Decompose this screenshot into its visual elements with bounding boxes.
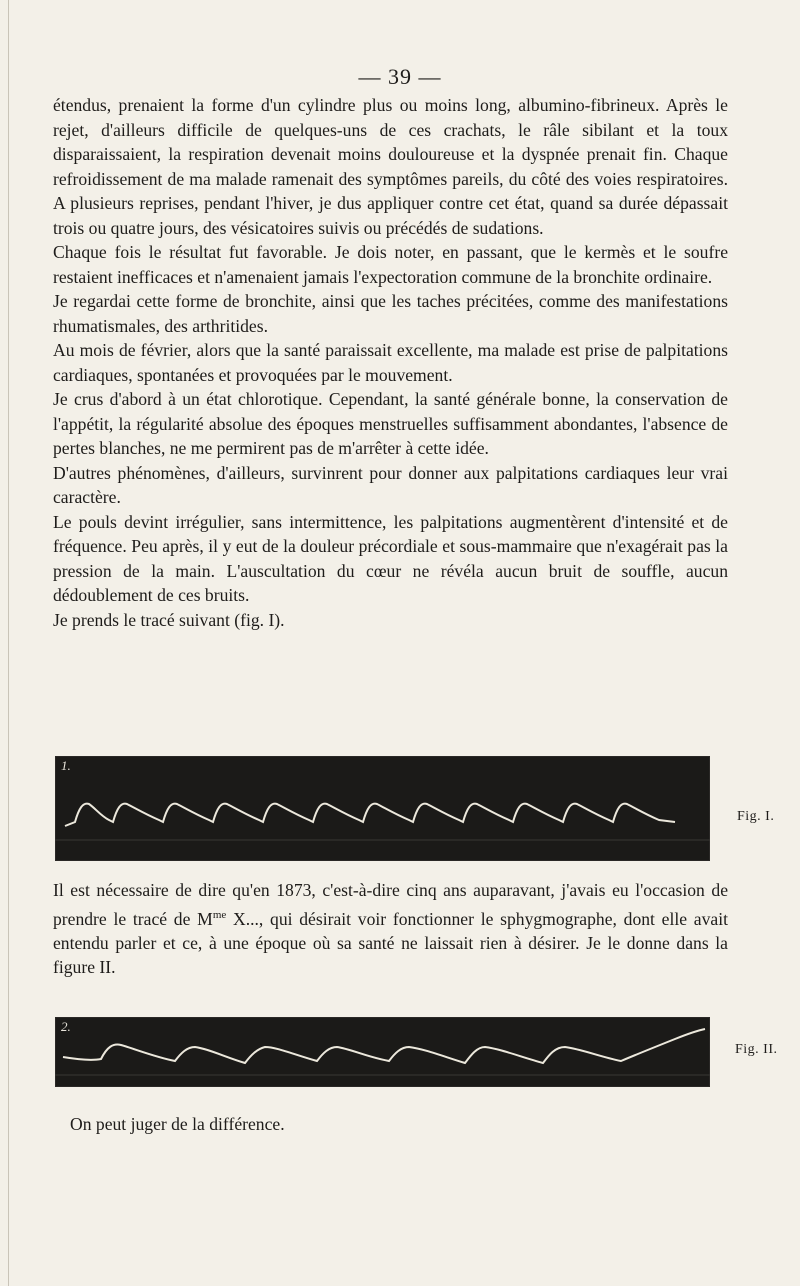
figure-2-trace [55,1017,710,1087]
figure-1-trace [55,756,710,861]
paragraph-6: D'autres phénomènes, d'ailleurs, survinrent pour donner aux palpitations cardiaques leur vrai caractère. [53,462,728,507]
paragraph-9-part-b: X..., qui désirait voir fonctionner le sphygmographe, dont elle avait entendu parler et ce, à une époque où sa santé ne laissait rien à désirer. Je le donne dans la figure II. [53,908,728,978]
figure-2-sphygmogram [55,1017,710,1087]
paragraph-3: Je regardai cette forme de bronchite, ainsi que les taches précitées, comme des manifestations rhumatismales, des arthritides. [53,291,728,336]
paragraph-9 [53,878,728,980]
figure-2-tag: 2. [61,1019,71,1034]
paragraph-8: Je prends le tracé suivant (fig. I). [53,609,285,630]
figure-1-sphygmogram [55,756,710,861]
figure-1-caption: Fig. I. [737,809,775,824]
paragraph-7: Le pouls devint irrégulier, sans intermittence, les palpitations augmentèrent d'intensité et de fréquence. Peu après, il y eut de la douleur précordiale et sous-mammaire que n'exagérait pas la pression de la main. L'auscultation du cœur ne révéla aucun bruit de souffle, aucun dédoublement de ces bruits. [53,511,728,605]
paragraph-2: Chaque fois le résultat fut favorable. Je dois noter, en passant, que le kermès et le soufre restaient inefficaces et n'amenaient jamais l'expectoration commune de la bronchite ordinaire. [53,242,728,287]
page-number: — 39 — [358,64,442,89]
paragraph-5: Je crus d'abord à un état chlorotique. Cependant, la santé générale bonne, la conservation de l'appétit, la régularité absolue des époques menstruelles suffisamment abondantes, l'absence de pertes blanches, ne me permirent pas de m'arrêter à cette idée. [53,389,728,458]
body-text-top [53,93,728,632]
paragraph-9-part-a: Il est nécessaire de dire qu'en 1873, c'est-à-dire cinq ans auparavant, j'avais eu l'occasion de prendre le tracé de M [53,880,728,929]
page-edge [8,0,9,1286]
paragraph-10: On peut juger de la différence. [70,1114,285,1134]
paragraph-1: étendus, prenaient la forme d'un cylindre plus ou moins long, albumino-fibrineux. Après le rejet, d'ailleurs difficile de quelques-uns de ces crachats, le râle sibilant et la toux disparaissaient, la respiration devenait moins douloureuse et la dyspnée prenait fin. Chaque refroidissement de ma malade ramenait des symptômes pareils, du côté des voies respiratoires. A plusieurs reprises, pendant l'hiver, je dus appliquer contre cet état, quand sa durée dépassait trois ou quatre jours, des vésicatoires suivis ou précédés de sudations. [53,95,728,238]
paragraph-4: Au mois de février, alors que la santé paraissait excellente, ma malade est prise de palpitations cardiaques, spontanées et provoquées par le mouvement. [53,340,728,385]
paragraph-9-superscript: me [212,908,227,921]
figure-2-caption: Fig. II. [735,1042,778,1057]
figure-1-tag: 1. [61,758,71,773]
